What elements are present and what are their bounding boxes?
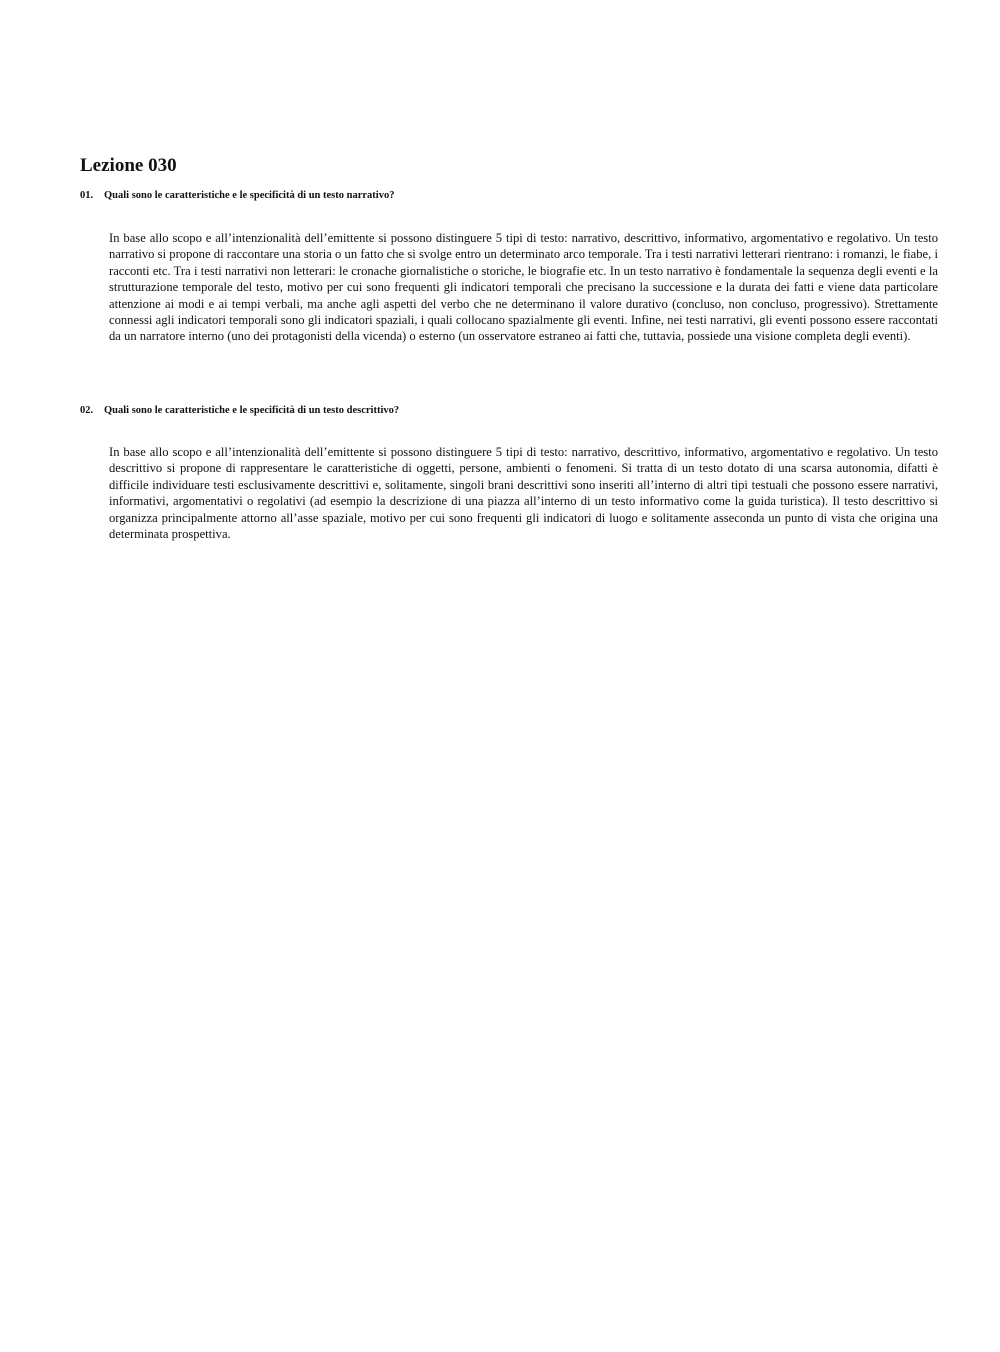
question-heading xyxy=(80,404,399,418)
answer-paragraph: In base allo scopo e all’intenzionalità dell’emittente si possono distinguere 5 tipi di testo: narrativo, descrittivo, informativo, argomentativo e regolativo. Un testo narrativo si propone di raccontare una storia o un fatto che si svolge entro un determinato arco temporale. Tra i testi narrativi letterari rientrano: i romanzi, le fiabe, i racconti etc. Tra i testi narrativi non letterari: le cronache giornalistiche o storiche, le biografie etc. In un testo narrativo è fondamentale la sequenza degli eventi e la strutturazione temporale del testo, motivo per cui sono frequenti gli indicatori temporali che precisano la successione e la durata dei fatti e viene data particolare attenzione ai modi e ai tempi verbali, ma anche agli aspetti del verbo che ne determinano il valore durativo (concluso, non concluso, progressivo). Strettamente connessi agli indicatori temporali sono gli indicatori spaziali, i quali collocano spazialmente gli eventi. Infine, nei testi narrativi, gli eventi possono essere raccontati da un narratore interno (uno dei protagonisti della vicenda) o esterno (un osservatore estraneo ai fatti che, tuttavia, possiede una visione completa degli eventi). xyxy=(109,231,938,344)
question-heading xyxy=(80,189,394,203)
answer-paragraph: In base allo scopo e all’intenzionalità dell’emittente si possono distinguere 5 tipi di testo: narrativo, descrittivo, informativo, argomentativo e regolativo. Un testo descrittivo si propone di rappresentare le caratteristiche di oggetti, persone, ambienti o fenomeni. Si tratta di un testo dotato di una scarsa autonomia, difatti è difficile individuare testi esclusivamente descrittivi e, solitamente, singoli brani descrittivi sono inseriti all’interno di altri tipi testuali che possono essere narrativi, informativi, argomentativi o regolativi (ad esempio la descrizione di una piazza all’interno di un testo informativo come la guida turistica). Il testo descrittivo si organizza principalmente attorno all’asse spaziale, motivo per cui sono frequenti gli indicatori di luogo e solitamente asseconda un punto di vista che origina una determinata prospettiva. xyxy=(109,445,938,542)
lesson-title: Lezione 030 xyxy=(80,155,177,176)
question-number: 02. xyxy=(80,405,94,416)
question-text: Quali sono le caratteristiche e le specificità di un testo descrittivo? xyxy=(104,405,400,416)
question-text: Quali sono le caratteristiche e le specificità di un testo narrativo? xyxy=(104,190,395,201)
question-number: 01. xyxy=(80,190,94,201)
